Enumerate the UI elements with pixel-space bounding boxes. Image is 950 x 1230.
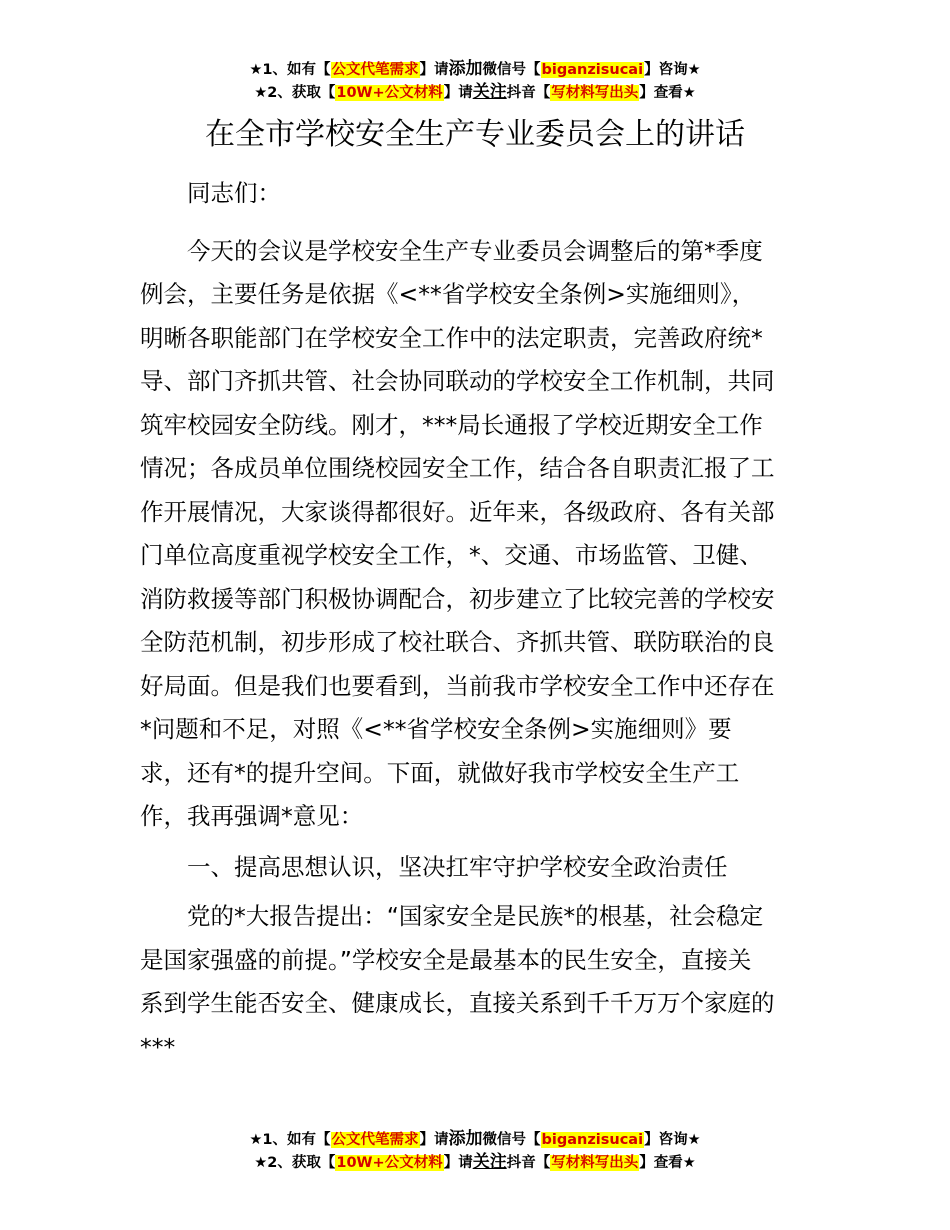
paragraph-1: 今天的会议是学校安全生产专业委员会调整后的第*季度 例会，主要任务是依据《<**省学校安全条例>实施细则》， 明晰各职能部门在学校安全工作中的法定职责，完善政府统* 导、部门齐抓共管、社会协同联动的学校安全工作机制，共同 筑牢校园安全防线。刚才，***局长通报了学校近期安全工作 情况；各成员单位围绕校园安全工作，结合各自职责汇报了工 作开展情况，大家谈得都很好。近年来，各级政府、各有关部 门单位高度重视学校安全工作，*、交通、市场监管、卫健、 消防救援等部门积极协调配合，初步建立了比较完善的学校安 全防范机制，初步形成了校社联合、齐抓共管、联防联治的良 好局面。但是我们也要看到，当前我市学校安全工作中还存在 *问题和不足，对照《<**省学校安全条例>实施细则》要 求，还有*的提升空间。下面，就做好我市学校安全生产工 作，我再强调*意见： xyxy=(140,236,775,830)
materials-highlight: 10W+公文材料 xyxy=(336,1155,443,1171)
star-icon: ★ xyxy=(249,62,263,78)
star-icon: ★ xyxy=(254,1155,268,1171)
ghostwriting-highlight: 公文代笔需求 xyxy=(331,1132,419,1148)
footer-line-2: ★2、获取【10W+公文材料】请关注抖音【写材料写出头】查看★ xyxy=(254,1152,696,1172)
materials-highlight: 10W+公文材料 xyxy=(336,85,443,101)
header-banner xyxy=(0,58,950,104)
salutation: 同志们： xyxy=(187,179,281,207)
wechat-id-highlight[interactable]: biganzisucai xyxy=(541,62,644,78)
douyin-account-highlight[interactable]: 写材料写出头 xyxy=(551,1155,639,1171)
paragraph-2: 党的*大报告提出：“国家安全是民族*的根基，社会稳定 是国家强盛的前提。”学校安全是最基本的民生安全，直接关 系到学生能否安全、健康成长，直接关系到千千万万个家庭的 *** xyxy=(140,902,775,1061)
section-heading-1: 一、提高思想认识，坚决扛牢守护学校安全政治责任 xyxy=(187,852,728,881)
ghostwriting-highlight: 公文代笔需求 xyxy=(331,62,419,78)
header-line-2: ★2、获取【10W+公文材料】请关注抖音【写材料写出头】查看★ xyxy=(254,82,696,102)
document-body xyxy=(140,172,812,1076)
star-icon: ★ xyxy=(249,1132,263,1148)
document-title: 在全市学校安全生产专业委员会上的讲话 xyxy=(205,117,745,152)
wechat-id-highlight[interactable]: biganzisucai xyxy=(541,1132,644,1148)
footer-banner xyxy=(0,1128,950,1174)
douyin-account-highlight[interactable]: 写材料写出头 xyxy=(551,85,639,101)
star-icon: ★ xyxy=(254,85,268,101)
footer-line-1: ★1、如有【公文代笔需求】请添加微信号【biganzisucai】咨询★ xyxy=(249,1129,701,1149)
header-line-1: ★1、如有【公文代笔需求】请添加微信号【biganzisucai】咨询★ xyxy=(249,59,701,79)
